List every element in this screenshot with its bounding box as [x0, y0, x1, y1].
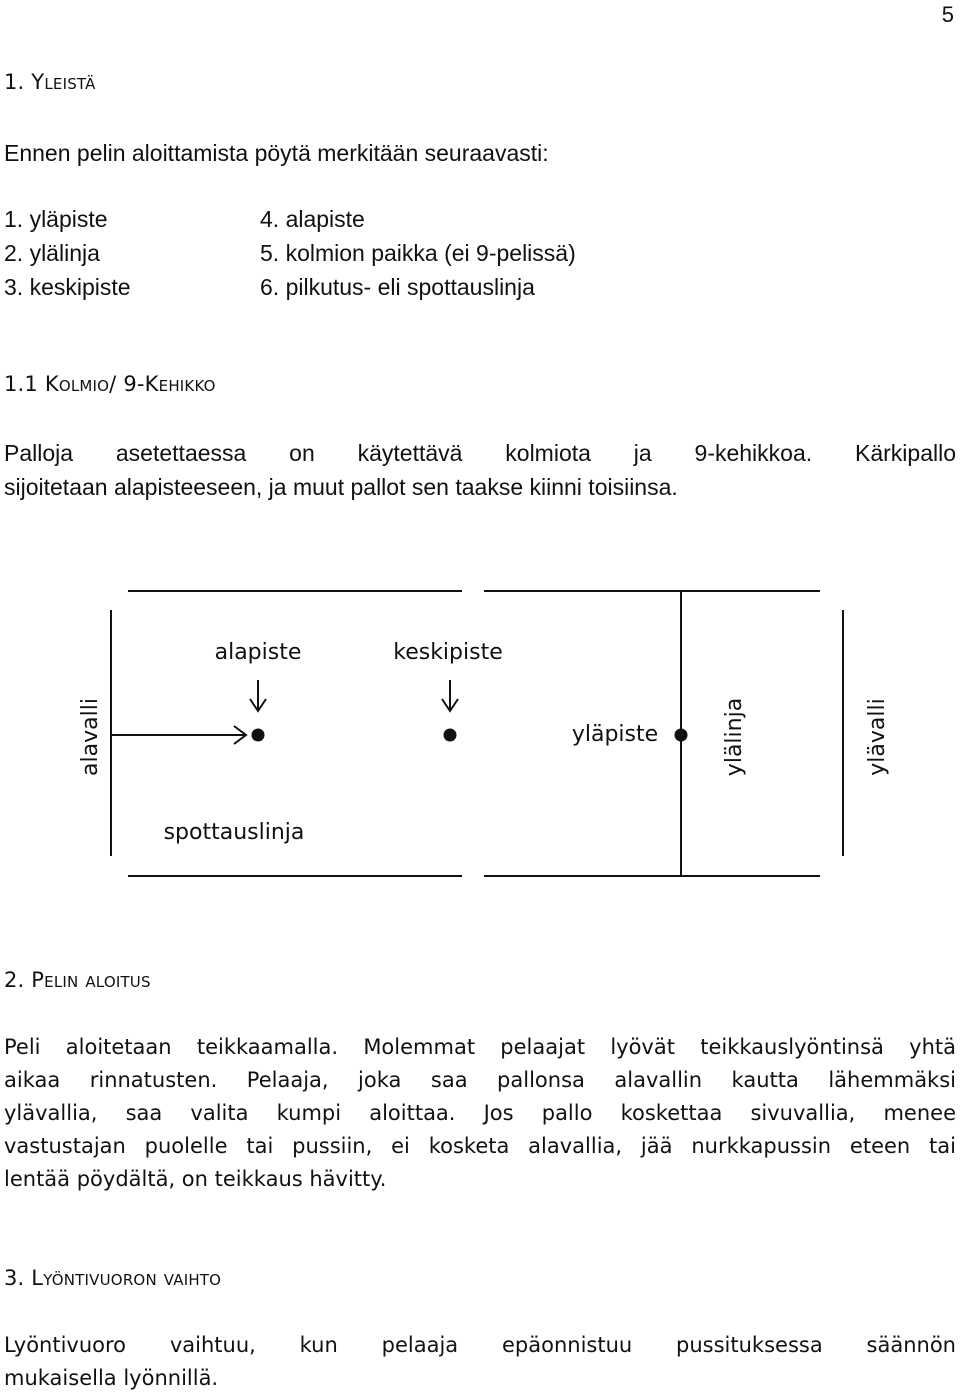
list-item: 3. keskipiste: [4, 274, 131, 300]
foot-spot-dot: [252, 729, 265, 742]
section-2-line-2: aikaa rinnatusten. Pelaaja, joka saa pallonsa alavallin kautta lähemmäksi: [4, 1068, 956, 1092]
section-1-1-line-2: sijoitetaan alapisteeseen, ja muut pallot sen taakse kiinni toisiinsa.: [4, 474, 678, 500]
table-markings-diagram: [0, 578, 960, 888]
spot-line-label: spottauslinja: [163, 820, 305, 845]
marking-list-right: [260, 202, 576, 304]
foot-spot-label: alapiste: [214, 640, 302, 665]
section-2-line-5: lentää pöydältä, on teikkaus hävitty.: [4, 1167, 387, 1191]
section-3-line-1: Lyöntivuoro vaihtuu, kun pelaaja epäonnistuu pussituksessa säännön: [4, 1333, 956, 1357]
section-3-heading: 3. Lyöntivuoron vaihto: [4, 1266, 222, 1290]
head-spot-dot: [675, 729, 688, 742]
section-1-intro: Ennen pelin aloittamista pöytä merkitään seuraavasti:: [4, 140, 549, 166]
list-item: 4. alapiste: [260, 206, 365, 232]
section-1-heading: 1. Yleistä: [4, 70, 96, 94]
section-3-line-2: mukaisella lyönnillä.: [4, 1366, 219, 1390]
head-rail-label: ylävalli: [865, 698, 890, 776]
center-spot-dot: [444, 729, 457, 742]
foot-rail-label: alavalli: [78, 698, 103, 776]
section-2-line-4: vastustajan puolelle tai pussiin, ei kosketa alavallia, jää nurkkapussin eteen tai: [4, 1134, 956, 1158]
head-spot-label: yläpiste: [571, 722, 659, 747]
list-item: 6. pilkutus- eli spottauslinja: [260, 274, 535, 300]
marking-list-left: [4, 202, 131, 304]
center-spot-label: keskipiste: [393, 640, 503, 665]
list-item: 5. kolmion paikka (ei 9-pelissä): [260, 240, 576, 266]
section-2-line-3: ylävallia, saa valita kumpi aloittaa. Jos pallo koskettaa sivuvallia, menee: [4, 1101, 956, 1125]
section-2-heading: 2. Pelin aloitus: [4, 968, 151, 992]
list-item: 1. yläpiste: [4, 206, 108, 232]
section-2-line-1: Peli aloitetaan teikkaamalla. Molemmat pelaajat lyövät teikkauslyöntinsä yhtä: [4, 1035, 956, 1059]
page-number: 5: [941, 2, 954, 27]
head-string-label: ylälinja: [722, 697, 747, 777]
section-1-1-line-1: Palloja asetettaessa on käytettävä kolmiota ja 9-kehikkoa. Kärkipallo: [4, 440, 956, 466]
list-item: 2. ylälinja: [4, 240, 100, 266]
section-1-1-heading: 1.1 Kolmio/ 9-Kehikko: [4, 372, 216, 396]
